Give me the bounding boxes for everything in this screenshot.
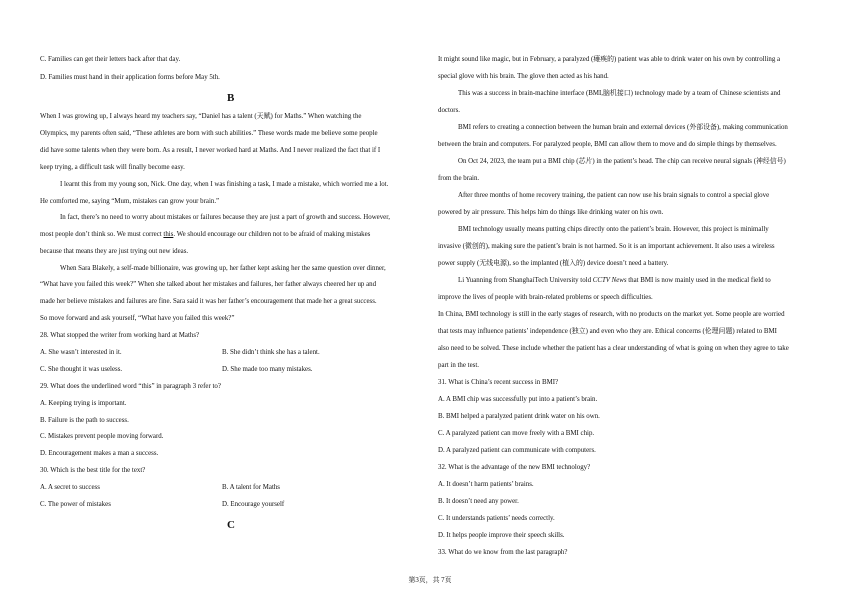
text-line: So move forward and ask yourself, “What have you failed this week?” <box>40 315 235 322</box>
text-line: between the brain and computers. For paralyzed people, BMI can allow them to move and do simple things by themselves. <box>438 141 777 148</box>
option-a: A. It doesn’t harm patients’ brains. <box>438 481 534 488</box>
option-d: D. Encourage yourself <box>222 501 285 508</box>
text-segment: . We should encourage our children not to be afraid of making mistakes <box>173 231 371 238</box>
text-line: In fact, there’s no need to worry about mistakes or failures because they are just a part of growth and success. However, <box>60 214 390 221</box>
text-segment: Li Yuanning from ShanghaiTech University told <box>458 277 593 284</box>
text-line: He comforted me, saying “Mum, mistakes can grow your brain.” <box>40 198 220 205</box>
question-32: 32. What is the advantage of the new BMI technology? <box>438 464 591 471</box>
option-line: C. Families can get their letters back after that day. <box>40 56 181 63</box>
text-line: made her believe mistakes and failures are fine. Sara said it was her father’s encouragement that made her a great success. <box>40 298 377 305</box>
text-line: BMI refers to creating a connection between the human brain and external devices (外部设备), making communication <box>458 124 788 131</box>
section-heading-c: C <box>227 519 235 531</box>
option-d: D. A paralyzed patient can communicate with computers. <box>438 447 596 454</box>
text-line: improve the lives of people with brain-related problems or speech difficulties. <box>438 294 653 301</box>
option-b: B. It doesn’t need any power. <box>438 498 519 505</box>
question-28: 28. What stopped the writer from working hard at Maths? <box>40 332 200 339</box>
option-a: A. She wasn’t interested in it. <box>40 349 122 356</box>
text-line: did have some talents when they were born. As a result, I never worked hard at Maths. And I never realized the fact that if I <box>40 147 381 154</box>
text-line: part in the test. <box>438 362 479 369</box>
option-b: B. BMI helped a paralyzed patient drink water on his own. <box>438 413 600 420</box>
text-line: It might sound like magic, but in February, a paralyzed (瘫痪的) patient was able to drink water on his own by controlling a <box>438 56 781 63</box>
text-line: powered by air pressure. This helps him do things like drinking water on his own. <box>438 209 664 216</box>
text-line: In China, BMI technology is still in the early stages of research, with no products on the market yet. Some people are worried <box>438 311 785 318</box>
text-line: also need to be solved. These include whether the patient has a clear understanding of what is going on when they agree to take <box>438 345 789 352</box>
option-c: C. The power of mistakes <box>40 501 111 508</box>
page-footer: 第3页，共 7页 <box>408 577 452 584</box>
question-33: 33. What do we know from the last paragraph? <box>438 549 568 556</box>
text-line: Olympics, my parents often said, “These athletes are born with such abilities.” These words made me believe some people <box>40 130 378 137</box>
text-line: On Oct 24, 2023, the team put a BMI chip (芯片) in the patient’s head. The chip can receive neural signals (神经信号) <box>458 158 786 165</box>
text-line: BMI technology usually means putting chips directly onto the patient’s brain. However, this project is minimally <box>458 226 769 233</box>
option-a: A. A secret to success <box>40 484 100 491</box>
text-line: because that means they are just trying out new ideas. <box>40 248 189 255</box>
text-line: This was a success in brain-machine interface (BMI,脑机接口) technology made by a team of Chinese scientists and <box>458 90 781 97</box>
option-a: A. Keeping trying is important. <box>40 400 127 407</box>
option-b: B. Failure is the path to success. <box>40 417 129 424</box>
text-line: When Sara Blakely, a self-made billionaire, was growing up, her father kept asking her the same question over dinner, <box>60 265 386 272</box>
text-line: power supply (无线电源), so the implanted (植入的) device doesn’t need a battery. <box>438 260 669 267</box>
text-line: special glove with his brain. The glove then acted as his hand. <box>438 73 609 80</box>
text-segment: most people don’t think so. We must correct <box>40 231 164 238</box>
text-line: keep trying, a difficult task will finally become easy. <box>40 164 185 171</box>
text-line <box>458 276 771 285</box>
option-d: D. It helps people improve their speech skills. <box>438 532 565 539</box>
text-line: doctors. <box>438 107 461 114</box>
text-line: After three months of home recovery training, the patient can now use his brain signals to control a special glove <box>458 192 770 199</box>
option-line: D. Families must hand in their application forms before May 5th. <box>40 74 220 81</box>
text-line: I learnt this from my young son, Nick. One day, when I was finishing a task, I made a mistake, which worried me a lot. <box>60 181 389 188</box>
option-c: C. A paralyzed patient can move freely with a BMI chip. <box>438 430 595 437</box>
text-line: “What have you failed this week?” When she talked about her mistakes and failures, her father always cheered her up and <box>40 281 377 288</box>
question-29: 29. What does the underlined word “this” in paragraph 3 refer to? <box>40 383 221 390</box>
italic-source-name: CCTV News <box>592 277 627 284</box>
option-c: C. Mistakes prevent people moving forward. <box>40 433 164 440</box>
question-30: 30. Which is the best title for the text? <box>40 467 146 474</box>
text-segment: that BMI is now mainly used in the medical field to <box>626 277 771 284</box>
text-line: When I was growing up, I always heard my teachers say, “Daniel has a talent (天赋) for Maths.” When watching the <box>40 113 362 120</box>
section-heading-b: B <box>227 92 235 104</box>
option-d: D. Encouragement makes a man a success. <box>40 450 159 457</box>
underlined-word-this: this <box>163 231 174 238</box>
text-line <box>40 230 370 239</box>
text-line: invasive (微创的), making sure the patient’s brain is not harmed. So it is an important achievement. It also uses a wireless <box>438 243 775 250</box>
option-c: C. She thought it was useless. <box>40 366 123 373</box>
text-line: from the brain. <box>438 175 480 182</box>
option-d: D. She made too many mistakes. <box>222 366 313 373</box>
option-b: B. She didn’t think she has a talent. <box>222 349 320 356</box>
text-line: that tests may influence patients’ independence (独立) and even who they are. Ethical concerns (伦理问题) related to BMI <box>438 328 777 335</box>
option-c: C. It understands patients’ needs correctly. <box>438 515 555 522</box>
question-31: 31. What is China’s recent success in BMI? <box>438 379 559 386</box>
option-a: A. A BMI chip was successfully put into a patient’s brain. <box>438 396 598 403</box>
option-b: B. A talent for Maths <box>222 484 280 491</box>
